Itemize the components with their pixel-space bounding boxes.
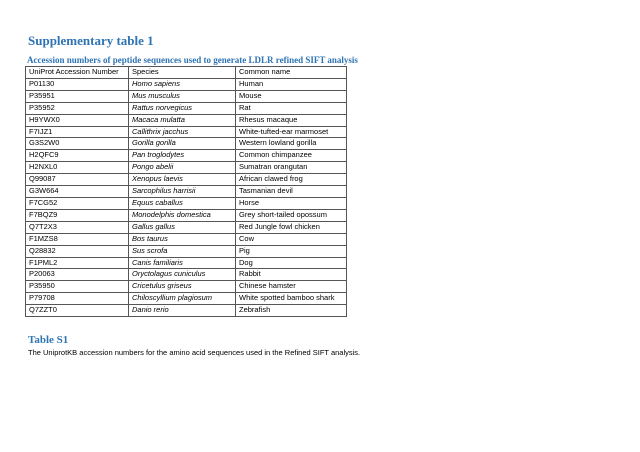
cell-common-name: Grey short-tailed opossum (236, 209, 347, 221)
cell-common-name: Zebrafish (236, 305, 347, 317)
cell-species: Mus musculus (129, 90, 236, 102)
cell-common-name: Horse (236, 197, 347, 209)
cell-species: Danio rerio (129, 305, 236, 317)
cell-common-name: Human (236, 78, 347, 90)
cell-accession: P35952 (26, 102, 129, 114)
cell-species: Gallus gallus (129, 221, 236, 233)
cell-common-name: Rhesus macaque (236, 114, 347, 126)
cell-species: Canis familiaris (129, 257, 236, 269)
table-row (26, 257, 347, 269)
cell-accession: G3W664 (26, 186, 129, 198)
cell-common-name: Cow (236, 233, 347, 245)
cell-species: Oryctolagus cuniculus (129, 269, 236, 281)
cell-common-name: Rabbit (236, 269, 347, 281)
cell-accession: F7CG52 (26, 197, 129, 209)
table-row (26, 245, 347, 257)
table-header-row (26, 67, 347, 79)
cell-accession: F1MZS8 (26, 233, 129, 245)
cell-accession: P35951 (26, 90, 129, 102)
cell-species: Macaca mulatta (129, 114, 236, 126)
table-row (26, 281, 347, 293)
cell-common-name: Mouse (236, 90, 347, 102)
cell-species: Callithrix jacchus (129, 126, 236, 138)
cell-accession: Q7ZZT0 (26, 305, 129, 317)
page-title: Supplementary table 1 (28, 33, 154, 48)
cell-common-name: African clawed frog (236, 174, 347, 186)
table-row (26, 186, 347, 198)
cell-accession: F7IJZ1 (26, 126, 129, 138)
cell-common-name: Red Jungle fowl chicken (236, 221, 347, 233)
cell-common-name: Common chimpanzee (236, 150, 347, 162)
cell-common-name: Western lowland gorilla (236, 138, 347, 150)
cell-species: Rattus norvegicus (129, 102, 236, 114)
table-row (26, 162, 347, 174)
cell-common-name: Tasmanian devil (236, 186, 347, 198)
table-row (26, 233, 347, 245)
cell-accession: Q7T2X3 (26, 221, 129, 233)
table-row (26, 209, 347, 221)
cell-species: Xenopus laevis (129, 174, 236, 186)
table-row (26, 221, 347, 233)
cell-accession: F1PML2 (26, 257, 129, 269)
accession-table (25, 66, 347, 317)
cell-accession: P79708 (26, 293, 129, 305)
table-body (26, 78, 347, 316)
header-species: Species (129, 67, 236, 79)
table-row (26, 269, 347, 281)
table-row (26, 150, 347, 162)
cell-common-name: Pig (236, 245, 347, 257)
cell-common-name: White-tufted-ear marmoset (236, 126, 347, 138)
header-common-name: Common name (236, 67, 347, 79)
cell-accession: Q99087 (26, 174, 129, 186)
table-row (26, 197, 347, 209)
cell-species: Pan troglodytes (129, 150, 236, 162)
table-row (26, 102, 347, 114)
cell-species: Sus scrofa (129, 245, 236, 257)
cell-common-name: Dog (236, 257, 347, 269)
table-row (26, 174, 347, 186)
table-caption: Accession numbers of peptide sequences used to generate LDLR refined SIFT analysis (27, 55, 358, 65)
cell-species: Equus caballus (129, 197, 236, 209)
cell-species: Gorilla gorilla (129, 138, 236, 150)
cell-species: Cricetulus griseus (129, 281, 236, 293)
table-row (26, 293, 347, 305)
header-accession: UniProt Accession Number (26, 67, 129, 79)
cell-accession: G3S2W0 (26, 138, 129, 150)
cell-accession: F7BQZ9 (26, 209, 129, 221)
cell-common-name: Chinese hamster (236, 281, 347, 293)
cell-species: Homo sapiens (129, 78, 236, 90)
cell-accession: P20063 (26, 269, 129, 281)
cell-accession: H9YWX0 (26, 114, 129, 126)
cell-common-name: Sumatran orangutan (236, 162, 347, 174)
cell-accession: P01130 (26, 78, 129, 90)
cell-accession: Q28832 (26, 245, 129, 257)
table-row (26, 126, 347, 138)
cell-species: Pongo abelii (129, 162, 236, 174)
cell-accession: P35950 (26, 281, 129, 293)
table-row (26, 114, 347, 126)
cell-species: Sarcophilus harrisii (129, 186, 236, 198)
table-row (26, 138, 347, 150)
table-row (26, 305, 347, 317)
table-row (26, 78, 347, 90)
cell-common-name: Rat (236, 102, 347, 114)
cell-accession: H2QFC9 (26, 150, 129, 162)
cell-species: Monodelphis domestica (129, 209, 236, 221)
table-row (26, 90, 347, 102)
cell-species: Bos taurus (129, 233, 236, 245)
cell-common-name: White spotted bamboo shark (236, 293, 347, 305)
table-description: The UniprotKB accession numbers for the amino acid sequences used in the Refined SIFT analysis. (28, 348, 361, 357)
cell-species: Chiloscyllium plagiosum (129, 293, 236, 305)
table-s1-heading: Table S1 (28, 334, 69, 346)
cell-accession: H2NXL0 (26, 162, 129, 174)
